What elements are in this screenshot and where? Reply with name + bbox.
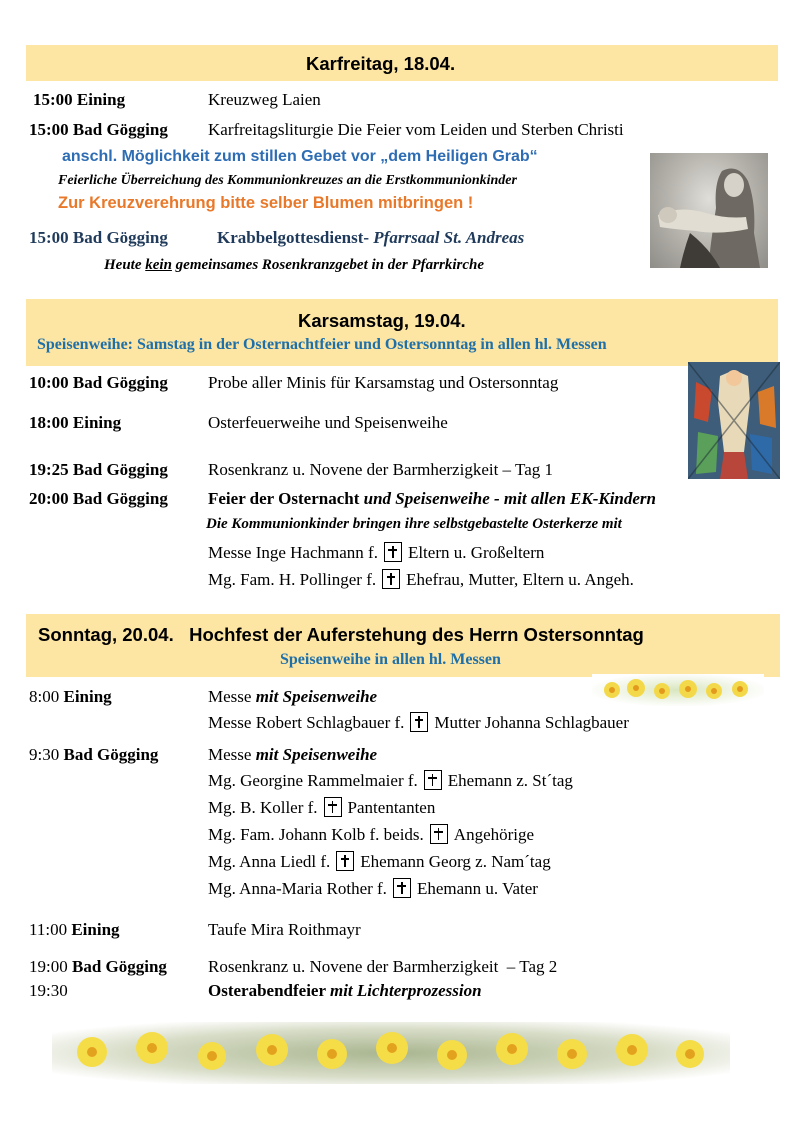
kf-note-final-a: Heute: [104, 257, 146, 273]
sonntag-title: Sonntag, 20.04. Hochfest der Auferstehung des Herrn Ostersonntag: [38, 624, 644, 645]
stained-glass-image: [688, 362, 780, 479]
so-e4-text: Rosenkranz u. Novene der Barmherzigkeit – Tag 2: [208, 957, 558, 976]
so-e4-place: Bad Gögging: [71, 957, 167, 976]
ks-row4-text-b: und Speisenweihe - mit allen EK-Kindern: [359, 489, 656, 508]
ks-mass2-b: Ehefrau, Mutter, Eltern u. Angeh.: [406, 570, 634, 589]
ks-mass2-a: Mg. Fam. H. Pollinger f.: [208, 570, 377, 589]
karsamstag-title: Karsamstag, 19.04.: [298, 310, 466, 331]
kf-note-orange: Zur Kreuzverehrung bitte selber Blumen mitbringen !: [58, 194, 474, 212]
kf-row2-time: 15:00 Bad Gögging: [29, 120, 168, 139]
so-e5-text-a: Osterabendfeier: [208, 981, 330, 1000]
karfreitag-title: Karfreitag, 18.04.: [306, 53, 456, 74]
kf-note-final-b: gemeinsames Rosenkranzgebet in der Pfarrkirche: [171, 257, 485, 273]
ks-row2-time: 18:00 Eining: [29, 413, 122, 432]
so-e2m2: [208, 797, 435, 818]
cross-box-icon: [424, 770, 442, 790]
kf-note-blue: anschl. Möglichkeit zum stillen Gebet vor „dem Heiligen Grab“: [62, 148, 538, 165]
so-e2m5: [208, 878, 538, 899]
so-e1m-a: Messe Robert Schlagbauer f.: [208, 713, 405, 732]
ks-mass2: [208, 569, 634, 590]
kf-note-italic: Feierliche Überreichung des Kommunionkreuzes an die Erstkommunionkinder: [58, 173, 517, 188]
cross-box-icon: [384, 542, 402, 562]
ks-row2-text: Osterfeuerweihe und Speisenweihe: [208, 413, 448, 432]
so-e2m4-b: Ehemann Georg z. Nam´tag: [360, 852, 551, 871]
pieta-image: [650, 153, 768, 268]
cross-box-icon: [336, 851, 354, 871]
so-e2-text: [208, 745, 377, 765]
so-e4-hour: 19:00: [29, 957, 72, 976]
ks-row3-text: Rosenkranz u. Novene der Barmherzigkeit – Tag 1: [208, 460, 553, 479]
so-e2m2-a: Mg. B. Koller f.: [208, 798, 318, 817]
ks-row1-time: 10:00 Bad Gögging: [29, 373, 168, 392]
so-e2m1: [208, 770, 573, 791]
so-e1m: [208, 712, 629, 733]
kf-row2-text: Karfreitagsliturgie Die Feier vom Leiden und Sterben Christi: [208, 120, 624, 139]
so-e2m1-a: Mg. Georgine Rammelmaier f.: [208, 771, 418, 790]
ks-row4-text-a: Feier der Osternacht: [208, 489, 360, 508]
so-e3-text: Taufe Mira Roithmayr: [208, 920, 361, 939]
ks-row4-text: [208, 489, 656, 509]
so-e3-time: [29, 920, 120, 940]
so-e5-text-b: mit Lichterprozession: [329, 981, 482, 1000]
so-e2m3: [208, 824, 534, 845]
so-e1-text-a: Messe: [208, 687, 256, 706]
kf-row1-time: 15:00 Eining: [33, 90, 126, 109]
kf-row1-text: Kreuzweg Laien: [208, 90, 321, 109]
so-e1-text: [208, 687, 377, 707]
kf-note-final-kein: kein: [145, 257, 172, 273]
cross-box-icon: [382, 569, 400, 589]
so-e2-time: [29, 745, 158, 765]
so-e5-time: 19:30: [29, 981, 68, 1000]
so-e1m-b: Mutter Johanna Schlagbauer: [434, 713, 629, 732]
so-e1-time: [29, 687, 112, 707]
so-e2m4-a: Mg. Anna Liedl f.: [208, 852, 331, 871]
cross-box-icon: [393, 878, 411, 898]
so-e2m5-b: Ehemann u. Vater: [416, 879, 538, 898]
kf-note-final: [104, 257, 484, 274]
so-e2m1-b: Ehemann z. St´tag: [447, 771, 573, 790]
so-e2m2-b: Pantentanten: [347, 798, 436, 817]
kf-row3-text-a: Krabbelgottesdienst-: [217, 228, 370, 247]
so-e3-hour: 11:00: [29, 920, 72, 939]
cross-box-icon: [324, 797, 342, 817]
karfreitag-header: [26, 45, 778, 81]
daffodil-strip-image: [592, 674, 764, 706]
so-e2-place: Bad Gögging: [63, 745, 159, 764]
cross-box-icon: [410, 712, 428, 732]
so-e3-place: Eining: [71, 920, 120, 939]
so-e2-hour: 9:30: [29, 745, 64, 764]
so-e2m4: [208, 851, 551, 872]
sonntag-header: [26, 614, 780, 677]
karsamstag-header: [26, 299, 778, 366]
ks-row4-time: 20:00 Bad Gögging: [29, 489, 168, 508]
so-e4-time: [29, 957, 167, 977]
karsamstag-subtitle: Speisenweihe: Samstag in der Osternachtfeier und Ostersonntag in allen hl. Messen: [37, 336, 607, 353]
ks-mass1-b: Eltern u. Großeltern: [407, 543, 545, 562]
ks-note: Die Kommunionkinder bringen ihre selbstgebastelte Osterkerze mit: [206, 516, 622, 532]
so-e2m3-a: Mg. Fam. Johann Kolb f. beids.: [208, 825, 424, 844]
ks-mass1-a: Messe Inge Hachmann f.: [208, 543, 378, 562]
ks-row1-text: Probe aller Minis für Karsamstag und Ostersonntag: [208, 373, 559, 392]
sonntag-subtitle: Speisenweihe in allen hl. Messen: [280, 651, 501, 668]
so-e1-hour: 8:00: [29, 687, 64, 706]
cross-box-icon: [430, 824, 448, 844]
so-e1-text-b: mit Speisenweihe: [255, 687, 378, 706]
so-e1-place: Eining: [63, 687, 112, 706]
ks-row3-time: 19:25 Bad Gögging: [29, 460, 168, 479]
kf-row3-text-b: Pfarrsaal St. Andreas: [373, 228, 525, 247]
kf-row3-text: [217, 228, 524, 248]
so-e2m3-b: Angehörige: [453, 825, 535, 844]
so-e2m5-a: Mg. Anna-Maria Rother f.: [208, 879, 387, 898]
so-e2-text-a: Messe: [208, 745, 256, 764]
so-e5-text: [208, 981, 482, 1001]
so-e2-text-b: mit Speisenweihe: [255, 745, 378, 764]
ks-mass1: [208, 542, 544, 563]
daffodil-banner-image: [52, 1022, 730, 1084]
kf-row3-time: 15:00 Bad Gögging: [29, 228, 168, 247]
